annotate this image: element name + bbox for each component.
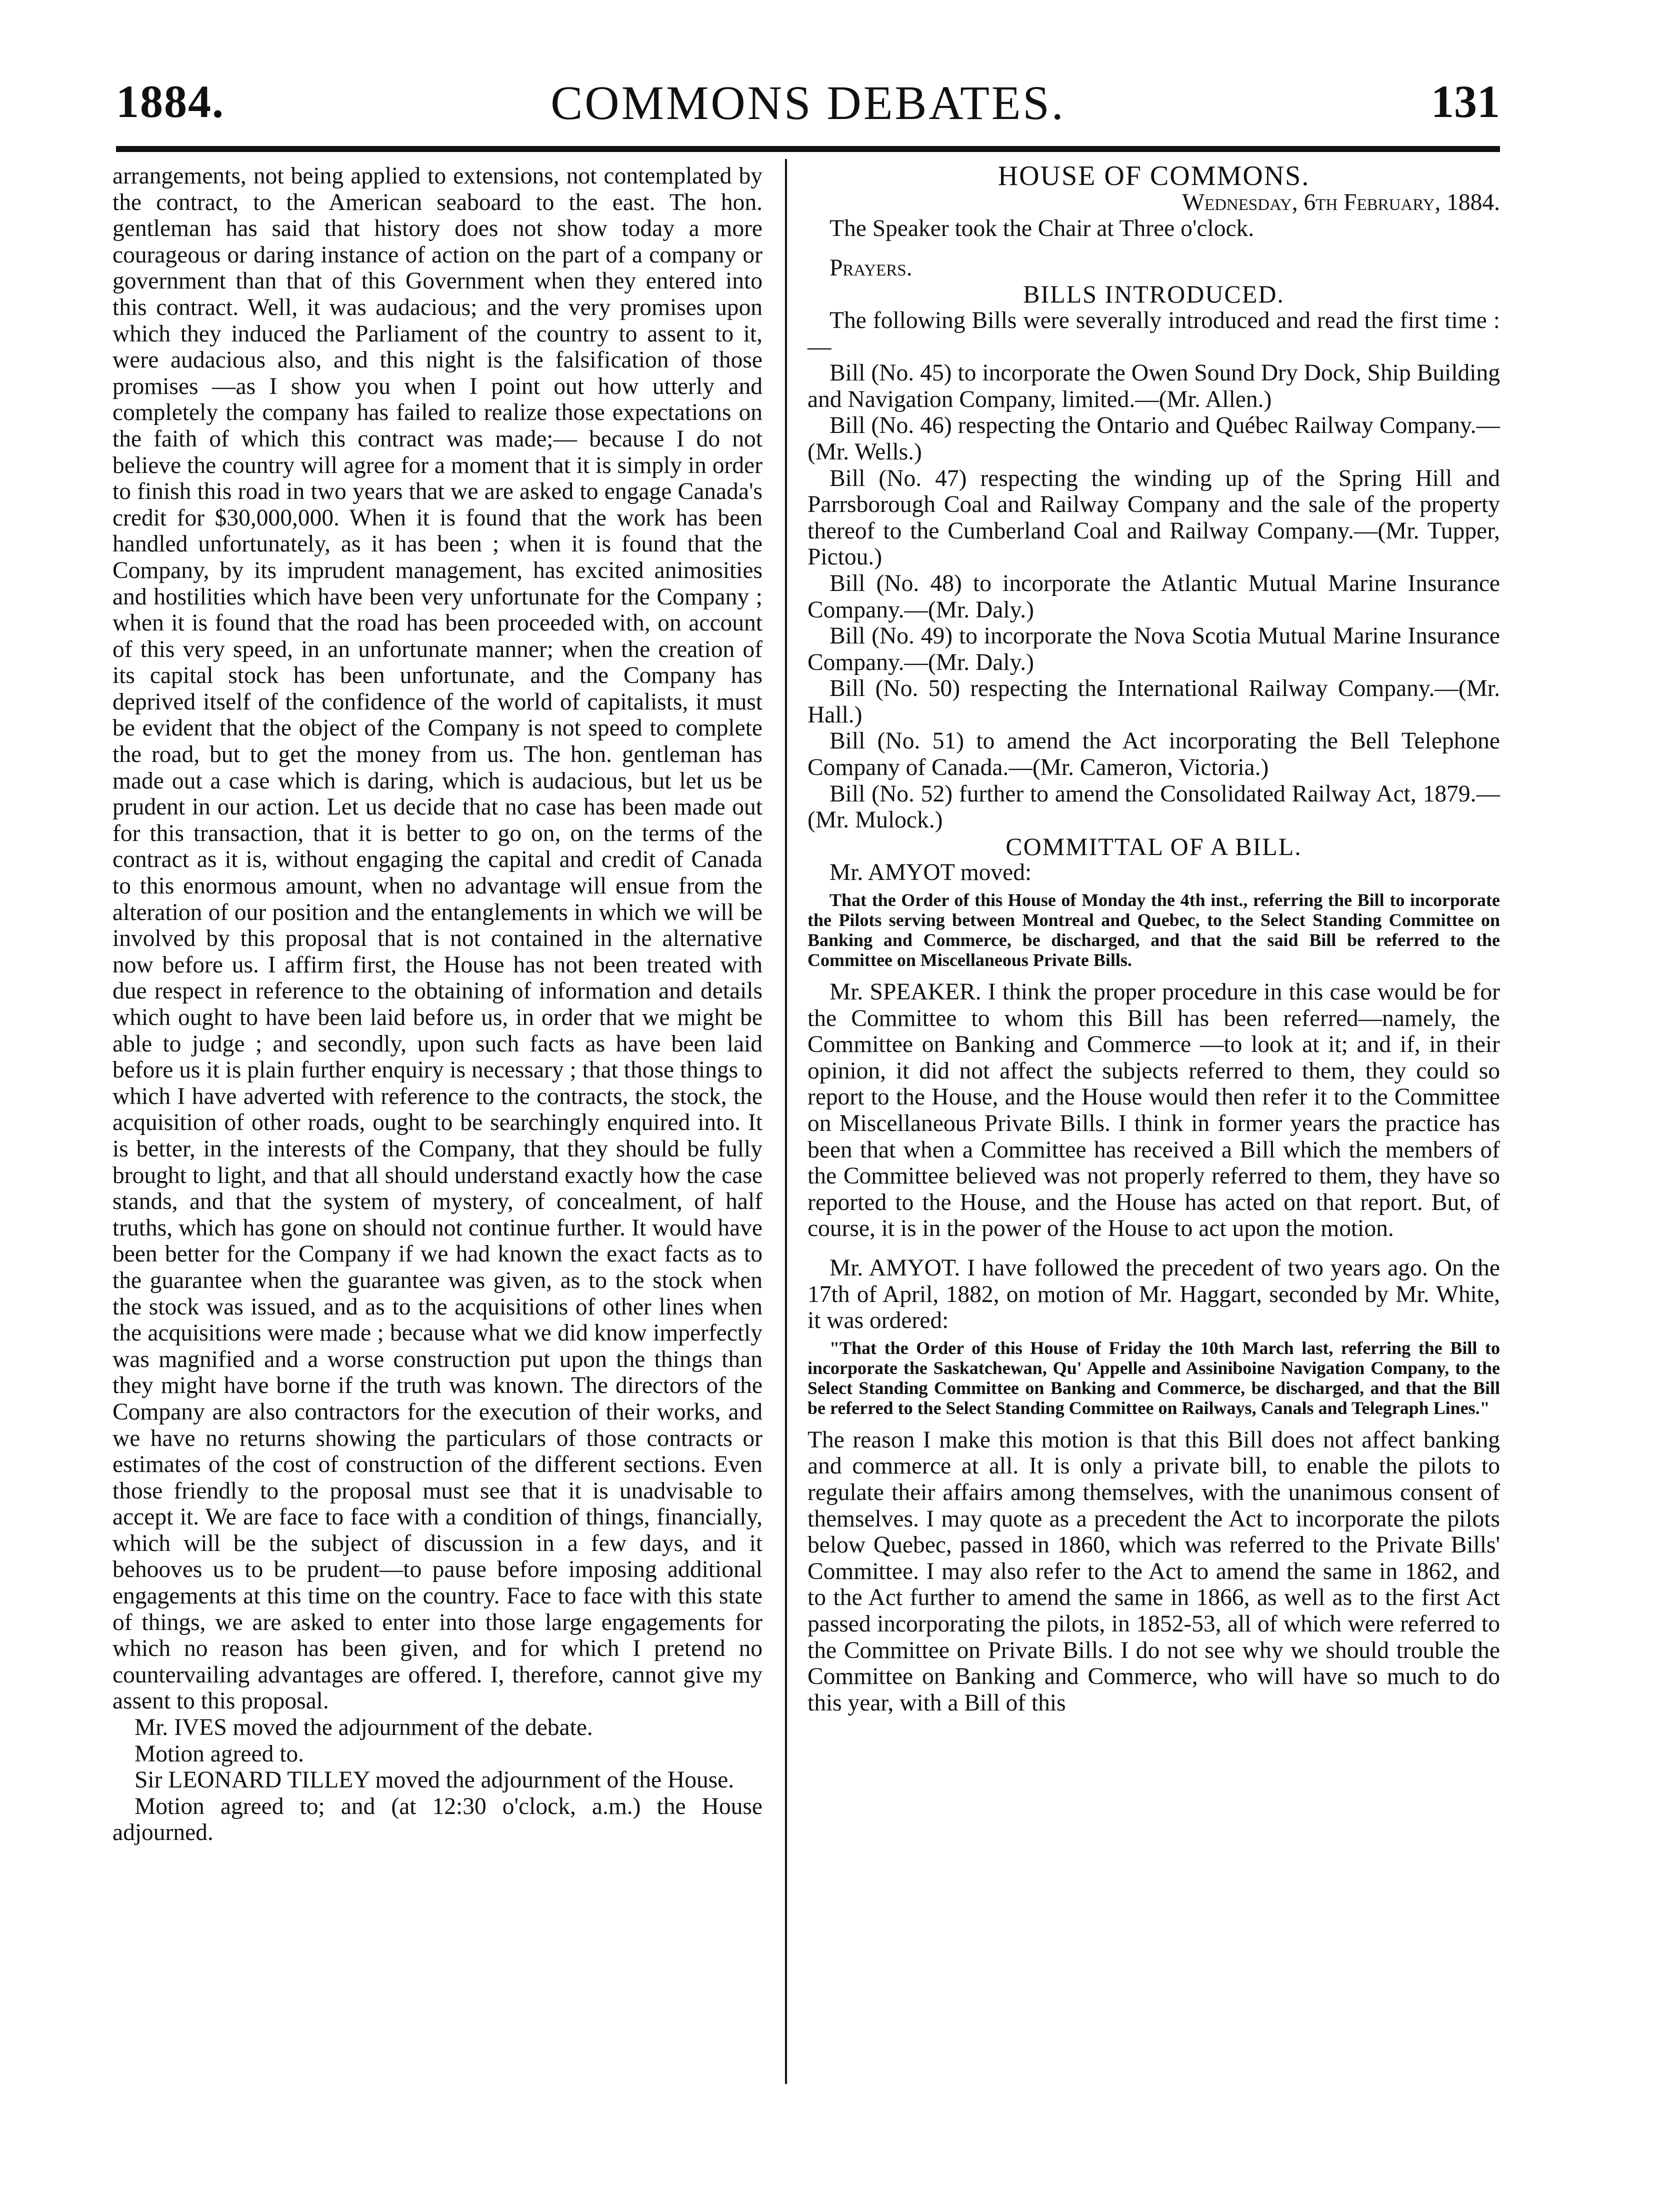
page-header	[116, 75, 1500, 135]
sitting-date: Wednesday, 6th February, 1884.	[1182, 189, 1500, 216]
speaker-took-chair: The Speaker took the Chair at Three o'clock.	[830, 216, 1254, 242]
header-page-number: 131	[1431, 76, 1500, 127]
bill-item: Bill (No. 47) respecting the winding up of the Spring Hill and Parrsborough Coal and Railway Company and the sale of the property thereof to the Cumberland Coal and Railway Company.—(Mr. Tupper, Pictou.)	[808, 465, 1500, 570]
house-adjourned: Motion agreed to; and (at 12:30 o'clock, a.m.) the House adjourned.	[112, 1793, 762, 1846]
bill-item: Bill (No. 51) to amend the Act incorporating the Bell Telephone Company of Canada.—(Mr. Cameron, Victoria.)	[808, 728, 1500, 781]
reason-paragraph: The reason I make this motion is that this Bill does not affect banking and commerce at all. It is only a private bill, to enable the pilots to regulate their affairs among themselves, with the unanimous consent of themselves. I may quote as a precedent the Act to incorporate the pilots below Quebec, passed in 1860, which was referred to the Private Bills' Committee. I may also refer to the Act to amend the same in 1862, and to the Act further to amend the same in 1866, as well as to the first Act passed incorporating the pilots, in 1852-53, all of which were referred to the Committee on Private Bills. I do not see why we should trouble the Committee on Banking and Commerce, who will have so much to do this year, with a Bill of this	[808, 1426, 1500, 1716]
motion-agreed: Motion agreed to.	[134, 1740, 304, 1767]
header-year: 1884.	[116, 76, 224, 127]
speaker-paragraph: Mr. SPEAKER. I think the proper procedure in this case would be for the Committee to whom this Bill has been referred—namely, the Committee on Banking and Commerce —to look at it; and if, in their opinion, it did not affect the subjects referred to them, they could so report to the House, and the House would then refer it to the Committee on Miscellaneous Private Bills. I think in former years the practice has been that when a Committee has received a Bill which the members of the Committee believed was not properly referred to them, they have so reported to the House, and the House has acted on that report. But, of course, it is in the power of the House to act upon the motion.	[808, 979, 1500, 1242]
motion-quote: That the Order of this House of Monday the 4th inst., referring the Bill to incorporate the Pilots serving between Montreal and Quebec, to the Select Standing Committee on Banking and Commerce, be discharged, and that the said Bill be referred to the Committee on Miscellaneous Private Bills.	[808, 890, 1500, 970]
amyot-moved: Mr. AMYOT moved:	[830, 860, 1032, 886]
spacer	[808, 242, 1500, 255]
header-rule	[116, 146, 1500, 152]
bill-item: Bill (No. 49) to incorporate the Nova Scotia Mutual Marine Insurance Company.—(Mr. Daly.)	[808, 623, 1500, 676]
bills-intro: The following Bills were severally introduced and read the first time :—	[808, 307, 1500, 360]
ives-adjournment: Mr. IVES moved the adjournment of the debate.	[134, 1714, 593, 1741]
spacer	[808, 1242, 1500, 1255]
amyot-paragraph: Mr. AMYOT. I have followed the precedent of two years ago. On the 17th of April, 1882, on motion of Mr. Haggart, seconded by Mr. White, it was ordered:	[808, 1254, 1500, 1334]
tilley-adjournment: Sir LEONARD TILLEY moved the adjournment of the House.	[134, 1767, 734, 1794]
right-column	[808, 160, 1500, 1716]
bill-item: Bill (No. 45) to incorporate the Owen Sound Dry Dock, Ship Building and Navigation Company, limited.—(Mr. Allen.)	[808, 360, 1500, 412]
committal-heading: COMMITTAL OF A BILL.	[1006, 832, 1302, 860]
bills-introduced-heading: BILLS INTRODUCED.	[1023, 280, 1284, 308]
order-quote: "That the Order of this House of Friday the 10th March last, referring the Bill to incorporate the Saskatchewan, Qu' Appelle and Assiniboine Navigation Company, to the Select Standing Committee on Banking and Commerce, be discharged, and that the Bill be referred to the Select Standing Committee on Railways, Canals and Telegraph Lines."	[808, 1338, 1500, 1418]
bill-item: Bill (No. 52) further to amend the Consolidated Railway Act, 1879.—(Mr. Mulock.)	[808, 780, 1500, 834]
house-heading: HOUSE OF COMMONS.	[998, 160, 1310, 192]
debate-speech-paragraph: arrangements, not being applied to extensions, not contemplated by the contract, to the American seaboard to the east. The hon. gentleman has said that history does not show today a more courageous or daring instance of action on the part of a company or government than that of this Government when they entered into this contract. Well, it was audacious; and the very promises upon which they induced the Parliament of the country to assent to it, were audacious also, and this night is the falsification of those promises —as I show you when I point out how utterly and completely the company has failed to realize those expectations on the faith of which this contract was made;— because I do not believe the country will agree for a moment that it is simply in order to finish this road in two years that we are asked to engage Canada's credit for $30,000,000. When it is found that the work has been handled unfortunately, as it has been ; when it is found that the Company, by its imprudent management, has excited animosities and hostilities which have been very unfortunate for the Company ; when it is found that the road has been proceeded with, on account of this very speed, in an unfortunate manner; when the creation of its capital stock has been unfortunate, and the Company has deprived itself of the confidence of the world of capitalists, it must be evident that the object of the Company is not speed to complete the road, but to get the money from us. The hon. gentleman has made out a case which is daring, which is audacious, but let us be prudent in our action. Let us decide that no case has been made out for this transaction, that it is better to go on, on the terms of the contract as it is, without engaging the capital and credit of Canada to this enormous amount, when no advantage will ensue from the alteration of our position and the entanglements in which we will be involved by this proposal that is not contained in the alternative now before us. I affirm first, the House has not been treated with due respect in reference to the obtaining of information and details which ought to have been laid before us, in order that we might be able to judge ; and secondly, upon such facts as have been laid before us it is plain further enquiry is necessary ; that those things to which I have adverted with reference to the contracts, the stock, the acquisition of other roads, ought to be searchingly enquired into. It is better, in the interests of the Company, that they should be fully brought to light, and that all should understand exactly how the case stands, and that the system of mystery, of concealment, of half truths, which has gone on should not continue further. It would have been better for the Company if we had known the exact facts as to the guarantee when the guarantee was given, as to the stock when the stock was issued, and as to the acquisitions of other lines when the acquisitions were made ; because what we did know imperfectly was magnified and a worse construction put upon the things than they might have borne if the truth was known. The directors of the Company are also contractors for the execution of their works, and we have no returns showing the particulars of those contracts or estimates of the cost of construction of the different sections. Even those friendly to the proposal must see that it is unadvisable to accept it. We are face to face with a condition of things, financially, which will be the subject of discussion in a few days, and it behooves us to be prudent—to pause before imposing additional engagements at this time on the country. Face to face with this state of things, we are asked to enter into those large engagements for which no reason has been given, and for which I pretend no countervailing advantages are offered. I, therefore, cannot give my assent to this proposal.	[112, 163, 762, 1714]
prayers-line: Prayers.	[830, 254, 912, 281]
column-divider	[785, 159, 787, 2084]
left-column	[112, 163, 762, 1846]
bill-item: Bill (No. 46) respecting the Ontario and Québec Railway Company.—(Mr. Wells.)	[808, 412, 1500, 465]
bill-item: Bill (No. 50) respecting the International Railway Company.—(Mr. Hall.)	[808, 676, 1500, 728]
bill-item: Bill (No. 48) to incorporate the Atlantic Mutual Marine Insurance Company.—(Mr. Daly.)	[808, 570, 1500, 623]
header-title: COMMONS DEBATES.	[550, 76, 1066, 130]
